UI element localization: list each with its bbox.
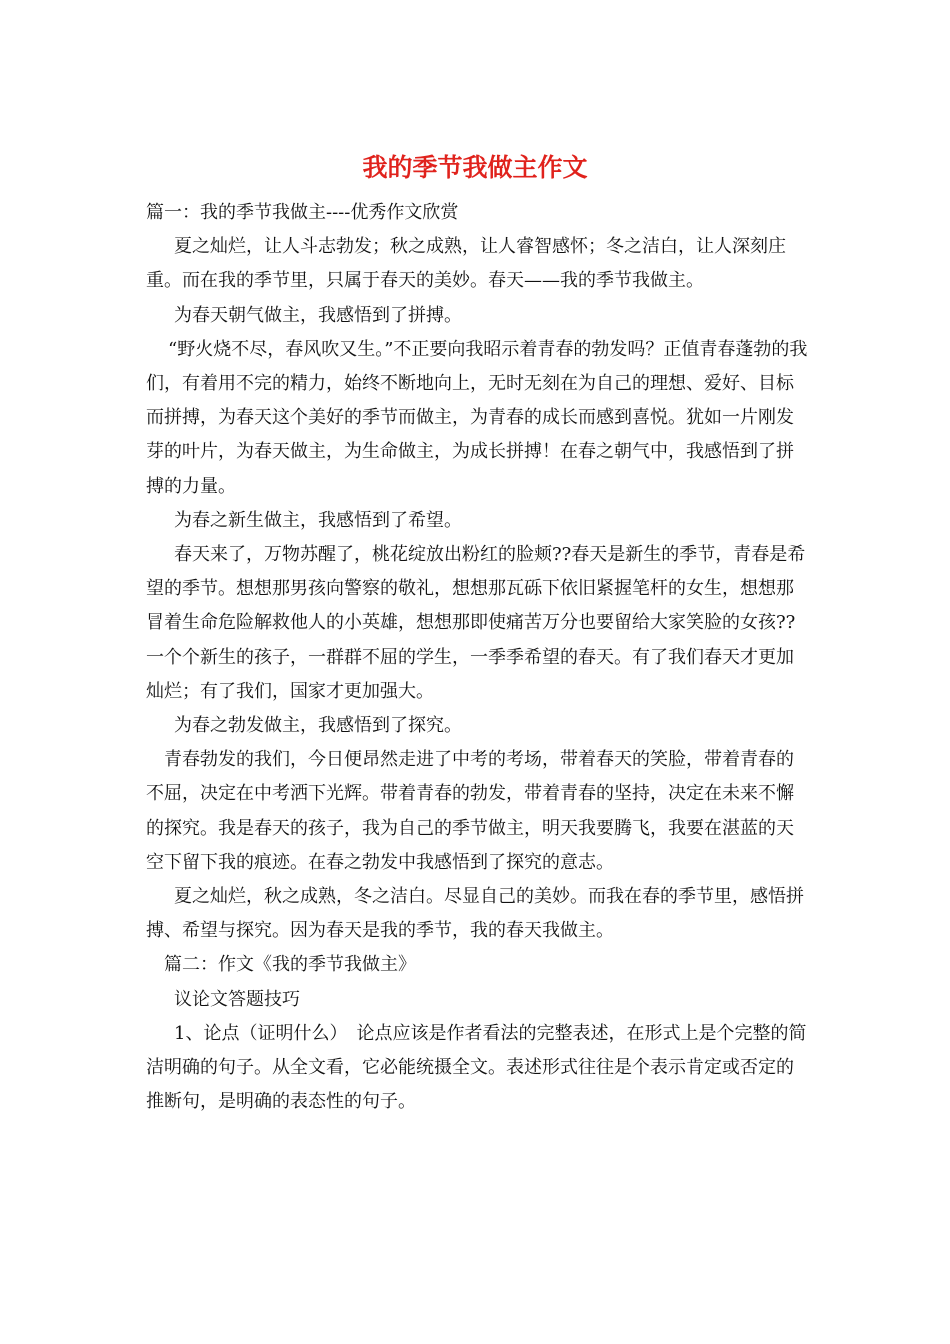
document-title: 我的季节我做主作文 [362, 153, 588, 182]
paragraph-hope: 春天来了，万物苏醒了，桃花绽放出粉红的脸颊??春天是新生的季节，青春是希望的季节。想想那男孩向警察的敬礼，想想那瓦砾下依旧紧握笔杆的女生，想想那冒着生命危险解救他人的小英雄，想想那即使痛苦万分也要留给大家笑脸的女孩??一个个新生的孩子，一群群不屈的学生，一季季希望的春天。有了我们春天才更加灿烂；有了我们，国家才更加强大。 [146, 544, 806, 702]
paragraph-tips-heading: 议论文答题技巧 [174, 988, 300, 1010]
paragraph-struggle: “野火烧不尽，春风吹又生。”不正要向我昭示着青春的勃发吗？正值青春蓬勃的我们，有着用不完的精力，始终不断地向上，无时无刻在为自己的理想、爱好、目标而拼搏，为春天这个美好的季节而做主，为青春的成长而感到喜悦。犹如一片刚发芽的叶片，为春天做主，为生命做主，为成长拼搏！在春之朝气中，我感悟到了拼搏的力量。 [146, 338, 808, 497]
paragraph-conclusion: 夏之灿烂，秋之成熟，冬之洁白。尽显自己的美妙。而我在春的季节里，感悟拼搏、希望与探究。因为春天是我的季节，我的春天我做主。 [146, 886, 804, 942]
paragraph-subhead-struggle: 为春天朝气做主，我感悟到了拼搏。 [174, 304, 462, 326]
section-heading-1: 篇一：我的季节我做主----优秀作文欣赏 [146, 202, 459, 223]
paragraph-subhead-explore: 为春之勃发做主，我感悟到了探究。 [174, 715, 462, 737]
paragraph-tip-1: 1、论点（证明什么） 论点应该是作者看法的完整表述，在形式上是个完整的简洁明确的句子。从全文看，它必能统摄全文。表述形式往往是个表示肯定或否定的推断句，是明确的表态性的句子。 [146, 1022, 807, 1113]
paragraph-intro: 夏之灿烂，让人斗志勃发；秋之成熟，让人睿智感怀；冬之洁白，让人深刻庄重。而在我的季节里，只属于春天的美妙。春天——我的季节我做主。 [146, 236, 786, 292]
document-body [146, 196, 810, 1119]
paragraph-subhead-hope: 为春之新生做主，我感悟到了希望。 [174, 509, 462, 531]
section-heading-2: 篇二：作文《我的季节我做主》 [164, 954, 416, 976]
paragraph-explore: 青春勃发的我们，今日便昂然走进了中考的考场，带着春天的笑脸，带着青春的不屈，决定在中考洒下光辉。带着青春的勃发，带着青春的坚持，决定在未来不懈的探究。我是春天的孩子，我为自己的季节做主，明天我要腾飞，我要在湛蓝的天空下留下我的痕迹。在春之勃发中我感悟到了探究的意志。 [146, 749, 794, 873]
